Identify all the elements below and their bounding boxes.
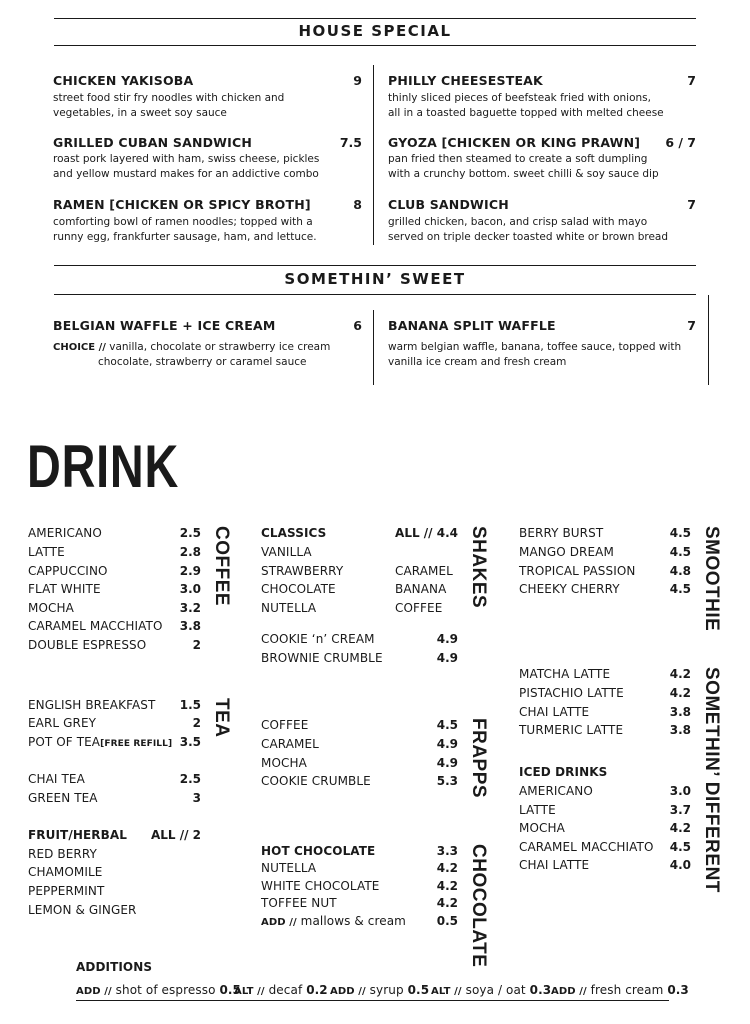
list-item: CHAMOMILE	[28, 865, 103, 879]
iced-heading: ICED DRINKS	[519, 765, 608, 779]
list-item: CHAI LATTE	[519, 858, 590, 872]
item-price: 3.8	[669, 723, 691, 737]
item-price: 3.8	[179, 619, 201, 633]
item-price: 0.5	[436, 914, 458, 928]
menu-item-desc: thinly sliced pieces of beefsteak fried with onions,	[388, 92, 651, 104]
item-price: 4.9	[436, 737, 458, 751]
menu-item-name: CHICKEN YAKISOBA	[53, 73, 194, 88]
add-text: fresh cream	[590, 983, 664, 997]
sweet-rule-bottom	[54, 294, 696, 295]
menu-item-name: GYOZA [CHICKEN OR KING PRAWN]	[388, 135, 641, 150]
item-price: 4.2	[669, 821, 691, 835]
add-price: 0.5	[407, 983, 430, 997]
list-item: PEPPERMINT	[28, 884, 105, 898]
menu-item-price: 6 / 7	[665, 135, 696, 150]
menu-item-name: BANANA SPLIT WAFFLE	[388, 318, 556, 333]
menu-item-price: 6	[353, 318, 362, 333]
item-price: 4.8	[669, 564, 691, 578]
different-vertical-label: SOMETHIN’ DIFFERENT	[701, 667, 722, 893]
coffee-vertical-label: COFFEE	[211, 526, 232, 607]
list-item: GREEN TEA	[28, 791, 98, 805]
add-text: decaf	[268, 983, 303, 997]
menu-item-price: 7	[687, 318, 696, 333]
list-item: COOKIE ‘n’ CREAM	[261, 632, 375, 646]
item-price: 3.2	[179, 601, 201, 615]
herbal-heading: FRUIT/HERBAL	[28, 828, 127, 842]
shakes-vertical-label: SHAKES	[468, 526, 489, 609]
item-price: 2	[192, 716, 201, 730]
list-item: CHAI LATTE	[519, 705, 590, 719]
item-price: 2	[192, 638, 201, 652]
item-price: 4.5	[669, 545, 691, 559]
add-label: ADD //	[330, 986, 366, 997]
list-item: TROPICAL PASSION	[519, 564, 636, 578]
add-text: syrup	[369, 983, 404, 997]
item-price: 2.5	[179, 772, 201, 786]
list-item: CARAMEL MACCHIATO	[519, 840, 654, 854]
menu-item-name: BELGIAN WAFFLE + ICE CREAM	[53, 318, 276, 333]
item-price: 4.9	[436, 632, 458, 646]
list-item: CHEEKY CHERRY	[519, 582, 620, 596]
menu-item-name: CLUB SANDWICH	[388, 197, 509, 212]
list-item: WHITE CHOCOLATE	[261, 879, 380, 893]
list-item: COOKIE CRUMBLE	[261, 774, 371, 788]
menu-item-desc: street food stir fry noodles with chicken and	[53, 92, 285, 104]
shakes-heading: CLASSICS	[261, 526, 327, 540]
list-item: FLAT WHITE	[28, 582, 101, 596]
shakes-all-price: ALL // 4.4	[395, 526, 458, 540]
list-item: TURMERIC LATTE	[519, 723, 624, 737]
add-text: mallows & cream	[300, 914, 406, 928]
choice-label: CHOICE //	[53, 342, 106, 353]
list-item: LATTE	[519, 803, 556, 817]
list-item: MATCHA LATTE	[519, 667, 611, 681]
menu-item-price: 7	[687, 73, 696, 88]
list-item: MOCHA	[28, 601, 74, 615]
menu-item-desc: roast pork layered with ham, swiss cheese, pickles	[53, 153, 320, 165]
list-item: VANILLA	[261, 545, 312, 559]
menu-item-desc: vegetables, in a sweet soy sauce	[53, 107, 227, 119]
menu-item-desc: runny egg, frankfurter sausage, ham, and lettuce.	[53, 231, 317, 243]
item-price: 4.2	[436, 896, 458, 910]
column-divider	[373, 310, 374, 385]
menu-item-desc: grilled chicken, bacon, and crisp salad with mayo	[388, 216, 648, 228]
item-price: 3.0	[179, 582, 201, 596]
item-note: [FREE REFILL]	[100, 739, 173, 749]
item-price: 4.5	[436, 718, 458, 732]
add-text: soya / oat	[465, 983, 526, 997]
tea-vertical-label: TEA	[211, 698, 232, 738]
menu-item-desc: warm belgian waffle, banana, toffee sauce, topped with	[388, 341, 682, 353]
list-item: MOCHA	[519, 821, 565, 835]
item-price: 4.5	[669, 526, 691, 540]
item-name: POT OF TEA	[28, 735, 101, 749]
item-price: 4.5	[669, 840, 691, 854]
list-item: TOFFEE NUT	[261, 896, 337, 910]
menu-item-price: 7.5	[339, 135, 362, 150]
item-price: 4.9	[436, 651, 458, 665]
addition-item	[76, 983, 241, 997]
menu-item-name: PHILLY CHEESESTEAK	[388, 73, 543, 88]
addition-item	[551, 983, 689, 997]
add-price: 0.3	[667, 983, 689, 997]
menu-item-desc: chocolate, strawberry or caramel sauce	[98, 356, 307, 368]
item-price: 3.5	[179, 735, 201, 749]
item-price: 2.9	[179, 564, 201, 578]
add-price: 0.3	[529, 983, 552, 997]
list-item: CHOCOLATE	[261, 582, 336, 596]
item-price: 1.5	[179, 698, 201, 712]
item-price: 3.7	[669, 803, 691, 817]
list-item: ENGLISH BREAKFAST	[28, 698, 156, 712]
list-item: DOUBLE ESPRESSO	[28, 638, 147, 652]
list-item: NUTELLA	[261, 861, 317, 875]
addition-item	[234, 983, 328, 997]
herbal-price: ALL // 2	[150, 828, 201, 842]
item-price: 4.5	[669, 582, 691, 596]
menu-item-desc: with a crunchy bottom. sweet chilli & soy sauce dip	[388, 168, 659, 180]
frapps-vertical-label: FRAPPS	[468, 718, 489, 799]
item-price: 3.3	[436, 844, 458, 858]
menu-item-price: 8	[353, 197, 362, 212]
list-item: STRAWBERRY	[261, 564, 344, 578]
list-item: CAPPUCCINO	[28, 564, 108, 578]
list-item: AMERICANO	[519, 784, 593, 798]
list-item: EARL GREY	[28, 716, 97, 730]
menu-item-price: 9	[353, 73, 362, 88]
smoothie-vertical-label: SMOOTHIE	[701, 526, 722, 632]
add-price: 0.2	[306, 983, 328, 997]
menu-item-desc: comforting bowl of ramen noodles; topped with a	[53, 216, 313, 228]
list-item: MOCHA	[261, 756, 307, 770]
list-item: RED BERRY	[28, 847, 97, 861]
item-price: 2.8	[179, 545, 201, 559]
item-price: 4.2	[436, 879, 458, 893]
item-price: 3.0	[669, 784, 691, 798]
column-divider	[373, 65, 374, 245]
list-item: LEMON & GINGER	[28, 903, 137, 917]
addition-item	[431, 983, 551, 997]
house-special-rule	[54, 45, 696, 46]
add-label: ADD //	[551, 986, 587, 997]
house-special-title: HOUSE SPECIAL	[298, 22, 452, 40]
item-price: 3	[192, 791, 201, 805]
add-text: shot of espresso	[115, 983, 216, 997]
list-item: COFFEE	[261, 718, 309, 732]
menu-item-price: 7	[687, 197, 696, 212]
list-item	[28, 735, 172, 749]
add-label: ADD //	[76, 986, 112, 997]
item-price: 4.2	[669, 667, 691, 681]
menu-item-desc: pan fried then steamed to create a soft dumpling	[388, 153, 648, 165]
menu-item-desc: and yellow mustard makes for an addictive combo	[53, 168, 319, 180]
list-item: CARAMEL MACCHIATO	[28, 619, 163, 633]
alt-label: ALT //	[431, 986, 462, 997]
list-item	[261, 914, 406, 928]
list-item: COFFEE	[395, 601, 443, 615]
addition-item	[330, 983, 429, 997]
item-price: 4.0	[669, 858, 691, 872]
hot-chocolate-heading: HOT CHOCOLATE	[261, 844, 376, 858]
sweet-title: SOMETHIN’ SWEET	[284, 270, 466, 288]
choice-text: vanilla, chocolate or strawberry ice cream	[109, 341, 331, 353]
panel-edge	[708, 295, 709, 385]
item-price: 4.2	[436, 861, 458, 875]
menu-item-desc: all in a toasted baguette topped with melted cheese	[388, 107, 664, 119]
item-price: 2.5	[179, 526, 201, 540]
list-item: BANANA	[395, 582, 447, 596]
list-item: BERRY BURST	[519, 526, 604, 540]
item-price: 3.8	[669, 705, 691, 719]
list-item: NUTELLA	[261, 601, 317, 615]
drink-title: DRINK	[27, 433, 180, 500]
add-label: ADD //	[261, 917, 297, 928]
top-rule	[54, 18, 696, 19]
menu-item-name: RAMEN [CHICKEN OR SPICY BROTH]	[53, 197, 311, 212]
alt-label: ALT //	[234, 986, 265, 997]
list-item: BROWNIE CRUMBLE	[261, 651, 383, 665]
list-item: LATTE	[28, 545, 65, 559]
list-item: CARAMEL	[261, 737, 319, 751]
menu-item-desc: served on triple decker toasted white or brown bread	[388, 231, 669, 243]
list-item: AMERICANO	[28, 526, 102, 540]
additions-rule	[76, 1000, 669, 1001]
additions-heading: ADDITIONS	[76, 960, 153, 974]
add-price: 0.5	[219, 983, 241, 997]
list-item: CARAMEL	[395, 564, 453, 578]
sweet-rule-top	[54, 265, 696, 266]
menu-item-desc	[53, 340, 330, 355]
list-item: CHAI TEA	[28, 772, 85, 786]
item-price: 5.3	[436, 774, 458, 788]
item-price: 4.2	[669, 686, 691, 700]
item-price: 4.9	[436, 756, 458, 770]
menu-item-desc: vanilla ice cream and fresh cream	[388, 356, 567, 368]
chocolate-vertical-label: CHOCOLATE	[468, 844, 489, 968]
menu-item-name: GRILLED CUBAN SANDWICH	[53, 135, 253, 150]
list-item: PISTACHIO LATTE	[519, 686, 624, 700]
list-item: MANGO DREAM	[519, 545, 614, 559]
